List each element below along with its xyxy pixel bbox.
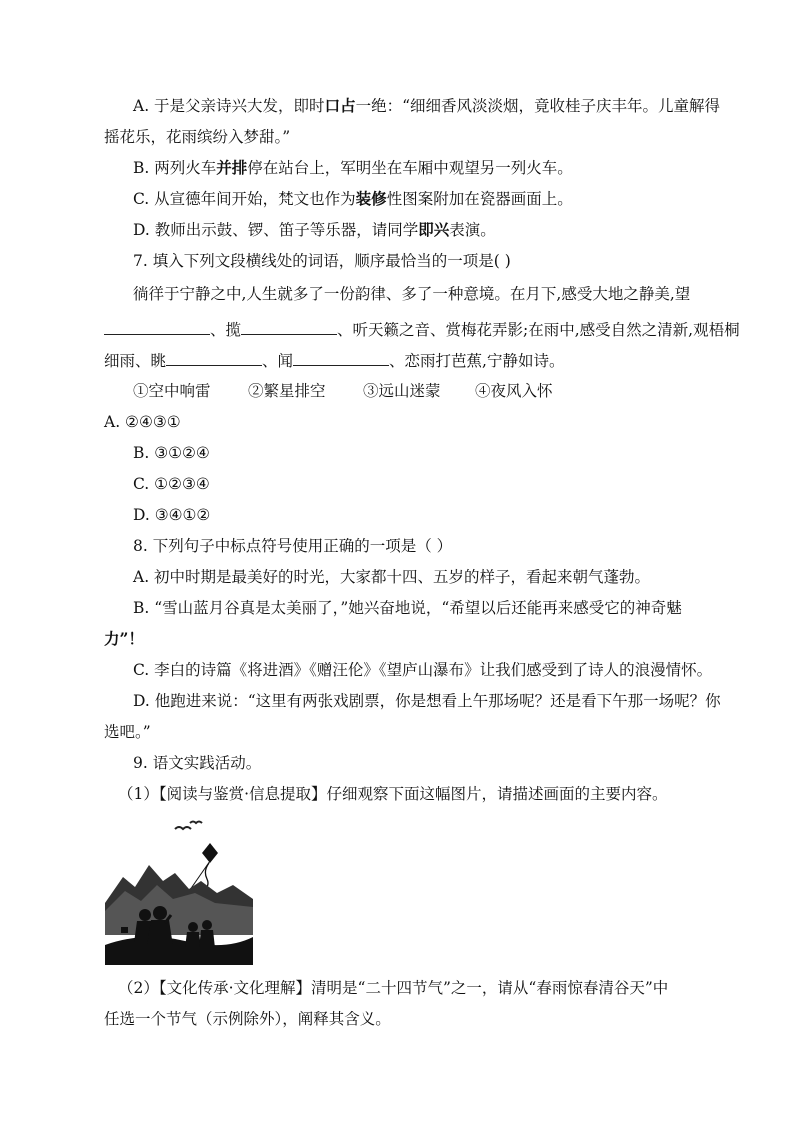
q7-choice-3: ③远山迷蒙: [363, 382, 441, 400]
q7-passage-line2: 、揽 、听天籁之音、赏梅花弄影;在雨中,感受自然之清新,观梧桐: [104, 318, 740, 341]
q9-sub2: （2）【文化传承·文化理解】清明是“二十四节气”之一，请从“春雨惊春清谷天”中: [118, 979, 669, 997]
q9-sub2-cont: 任选一个节气（示例除外），阐释其含义。: [104, 1010, 391, 1028]
q9-stem: 9. 语文实践活动。: [133, 754, 262, 772]
q8-option-a: A. 初中时期是最美好的时光，大家都十四、五岁的样子，看起来朝气蓬勃。: [133, 568, 651, 586]
q7-choice-1: ①空中响雷: [133, 382, 211, 400]
q8-option-d-cont: 选吧。”: [104, 723, 151, 741]
q7-choice-4: ④夜风入怀: [475, 382, 553, 400]
q7-option-a: A. ②④③①: [104, 413, 181, 431]
q8-option-b: B. “雪山蓝月谷真是太美丽了，”她兴奋地说，“希望以后还能再来感受它的神奇魅: [133, 599, 682, 617]
answer-blank-4[interactable]: [293, 349, 389, 366]
kite-flying-illustration: [105, 815, 253, 965]
answer-blank-1[interactable]: [104, 318, 210, 335]
q6-option-c: C. 从宣德年间开始，梵文也作为装修性图案附加在瓷器画面上。: [133, 189, 573, 208]
q8-option-c: C. 李白的诗篇《将进酒》《赠汪伦》《望庐山瀑布》让我们感受到了诗人的浪漫情怀。: [133, 661, 713, 679]
q7-passage-line1: 徜徉于宁静之中,人生就多了一份韵律、多了一种意境。在月下,感受大地之静美,望: [133, 285, 691, 303]
q6-option-a-cont: 摇花乐，花雨缤纷入梦甜。”: [104, 128, 291, 146]
q8-stem: 8. 下列句子中标点符号使用正确的一项是（ ）: [133, 537, 453, 555]
bird-icon: [190, 822, 202, 824]
q6-option-b: B. 两列火车并排停在站台上，军明坐在车厢中观望另一列火车。: [133, 158, 573, 177]
q8-option-d: D. 他跑进来说：“这里有两张戏剧票，你是想看上午那场呢？还是看下午那一场呢？你: [133, 692, 721, 710]
q6-option-d: D. 教师出示鼓、锣、笛子等乐器，请同学即兴表演。: [133, 220, 496, 239]
q7-option-d: D. ③④①②: [133, 506, 211, 524]
answer-blank-2[interactable]: [241, 318, 337, 335]
q7-choices: [133, 380, 553, 402]
q7-stem: 7. 填入下列文段横线处的词语，顺序最恰当的一项是( ): [133, 252, 511, 270]
q7-choice-2: ②繁星排空: [248, 382, 326, 400]
q7-option-c: C. ①②③④: [133, 475, 210, 493]
q9-sub1: （1）【阅读与鉴赏·信息提取】仔细观察下面这幅图片，请描述画面的主要内容。: [118, 785, 668, 803]
q7-passage-line3: 细雨、眺 、闻 、恋雨打芭蕉,宁静如诗。: [104, 349, 564, 372]
answer-blank-3[interactable]: [166, 349, 262, 366]
q7-option-b: B. ③①②④: [133, 444, 210, 462]
q8-option-b-cont: 力”！: [104, 629, 144, 648]
q6-option-a: A. 于是父亲诗兴大发，即时口占一绝：“细细香风淡淡烟，竟收桂子庆丰年。儿童解得: [133, 96, 721, 115]
